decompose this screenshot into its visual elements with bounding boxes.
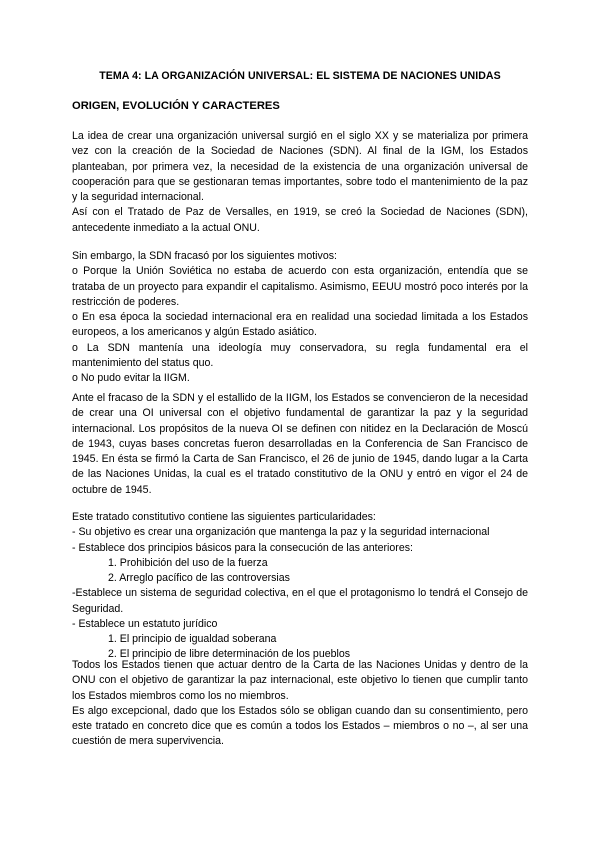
paragraph-all-states: Todos los Estados tienen que actuar dentro de la Carta de las Naciones Unidas y dentro de la ONU con el objetivo de garantizar la paz internacional, este objetivo lo tienen que cumplir tanto los Estados miembros como los no miembros. bbox=[72, 659, 528, 702]
closing-section bbox=[72, 658, 528, 750]
onu-creation-section bbox=[72, 391, 528, 498]
paragraph-failure-intro: Sin embargo, la SDN fracasó por los siguientes motivos: bbox=[72, 250, 337, 262]
list-item: o La SDN mantenía una ideología muy conservadora, su regla fundamental era el mantenimiento del status quo. bbox=[72, 341, 528, 369]
list-item: -Establece un sistema de seguridad colectiva, en el que el protagonismo lo tendrá el Consejo de Seguridad. bbox=[72, 587, 528, 615]
paragraph-origin: La idea de crear una organización universal surgió en el siglo XX y se materializa por primera vez con la creación de la Sociedad de Naciones (SDN). Al final de la IGM, los Estados planteaban, por primera vez, la necesidad de la existencia de una organización universal de cooperación para que se gestionaran temas importantes, sobre todo el mantenimiento de la paz y la seguridad internacional. bbox=[72, 130, 528, 203]
list-item: - Establece dos principios básicos para la consecución de las anteriores: bbox=[72, 541, 413, 554]
paragraph-versalles: Así con el Tratado de Paz de Versalles, en 1919, se creó la Sociedad de Naciones (SDN), antecedente inmediato a la actual ONU. bbox=[72, 206, 528, 234]
list-item: - Establece un estatuto jurídico bbox=[72, 617, 218, 630]
sub-list-item: 1. El principio de igualdad soberana bbox=[108, 633, 277, 645]
paragraph-onu-creation: Ante el fracaso de la SDN y el estallido de la IIGM, los Estados se convencieron de la necesidad de crear una OI universal con el objetivo fundamental de garantizar la paz y la seguridad internacional. Los propósitos de la nueva OI se definen con nitidez en la Declaración de Moscú de 1943, cuyas bases concretas fueron desarrolladas en la Conferencia de San Francisco de 1945. En ésta se firmó la Carta de San Francisco, el 26 de junio de 1945, dando lugar a la Carta de las Naciones Unidas, la cual es el tratado constitutivo de la ONU y entró en vigor el 24 de octubre de 1945. bbox=[72, 392, 528, 496]
list-item: - Su objetivo es crear una organización que mantenga la paz y la seguridad internacional bbox=[72, 526, 490, 539]
sub-list-item: 2. El principio de libre determinación de los pueblos bbox=[108, 648, 351, 661]
paragraph-treaty-intro: Este tratado constitutivo contiene las siguientes particularidades: bbox=[72, 511, 376, 523]
list-item: o En esa época la sociedad internacional era en realidad una sociedad limitada a los Estados europeos, a los americanos y algún Estado asiático. bbox=[72, 311, 528, 339]
section-heading: ORIGEN, EVOLUCIÓN Y CARACTERES bbox=[72, 100, 280, 112]
sdn-failure-section bbox=[72, 249, 528, 386]
list-item: o Porque la Unión Soviética no estaba de acuerdo con esta organización, entendía que se trataba de un proyecto para expandir el capitalismo. Asimismo, EEUU mostró poco interés por la restricción de poderes. bbox=[72, 265, 528, 308]
document-title: TEMA 4: LA ORGANIZACIÓN UNIVERSAL: EL SISTEMA DE NACIONES UNIDAS bbox=[99, 70, 501, 82]
treaty-section bbox=[72, 510, 528, 663]
sub-list-item: 1. Prohibición del uso de la fuerza bbox=[108, 556, 268, 569]
sub-list-item: 2. Arreglo pacífico de las controversias bbox=[108, 572, 290, 584]
intro-section bbox=[72, 129, 528, 236]
list-item: o No pudo evitar la IIGM. bbox=[72, 372, 190, 384]
paragraph-exceptional: Es algo excepcional, dado que los Estados sólo se obligan cuando dan su consentimiento, pero este tratado en concreto dice que es común a todos los Estados – miembros o no –, al ser una cuestión de mera supervivencia. bbox=[72, 704, 528, 748]
